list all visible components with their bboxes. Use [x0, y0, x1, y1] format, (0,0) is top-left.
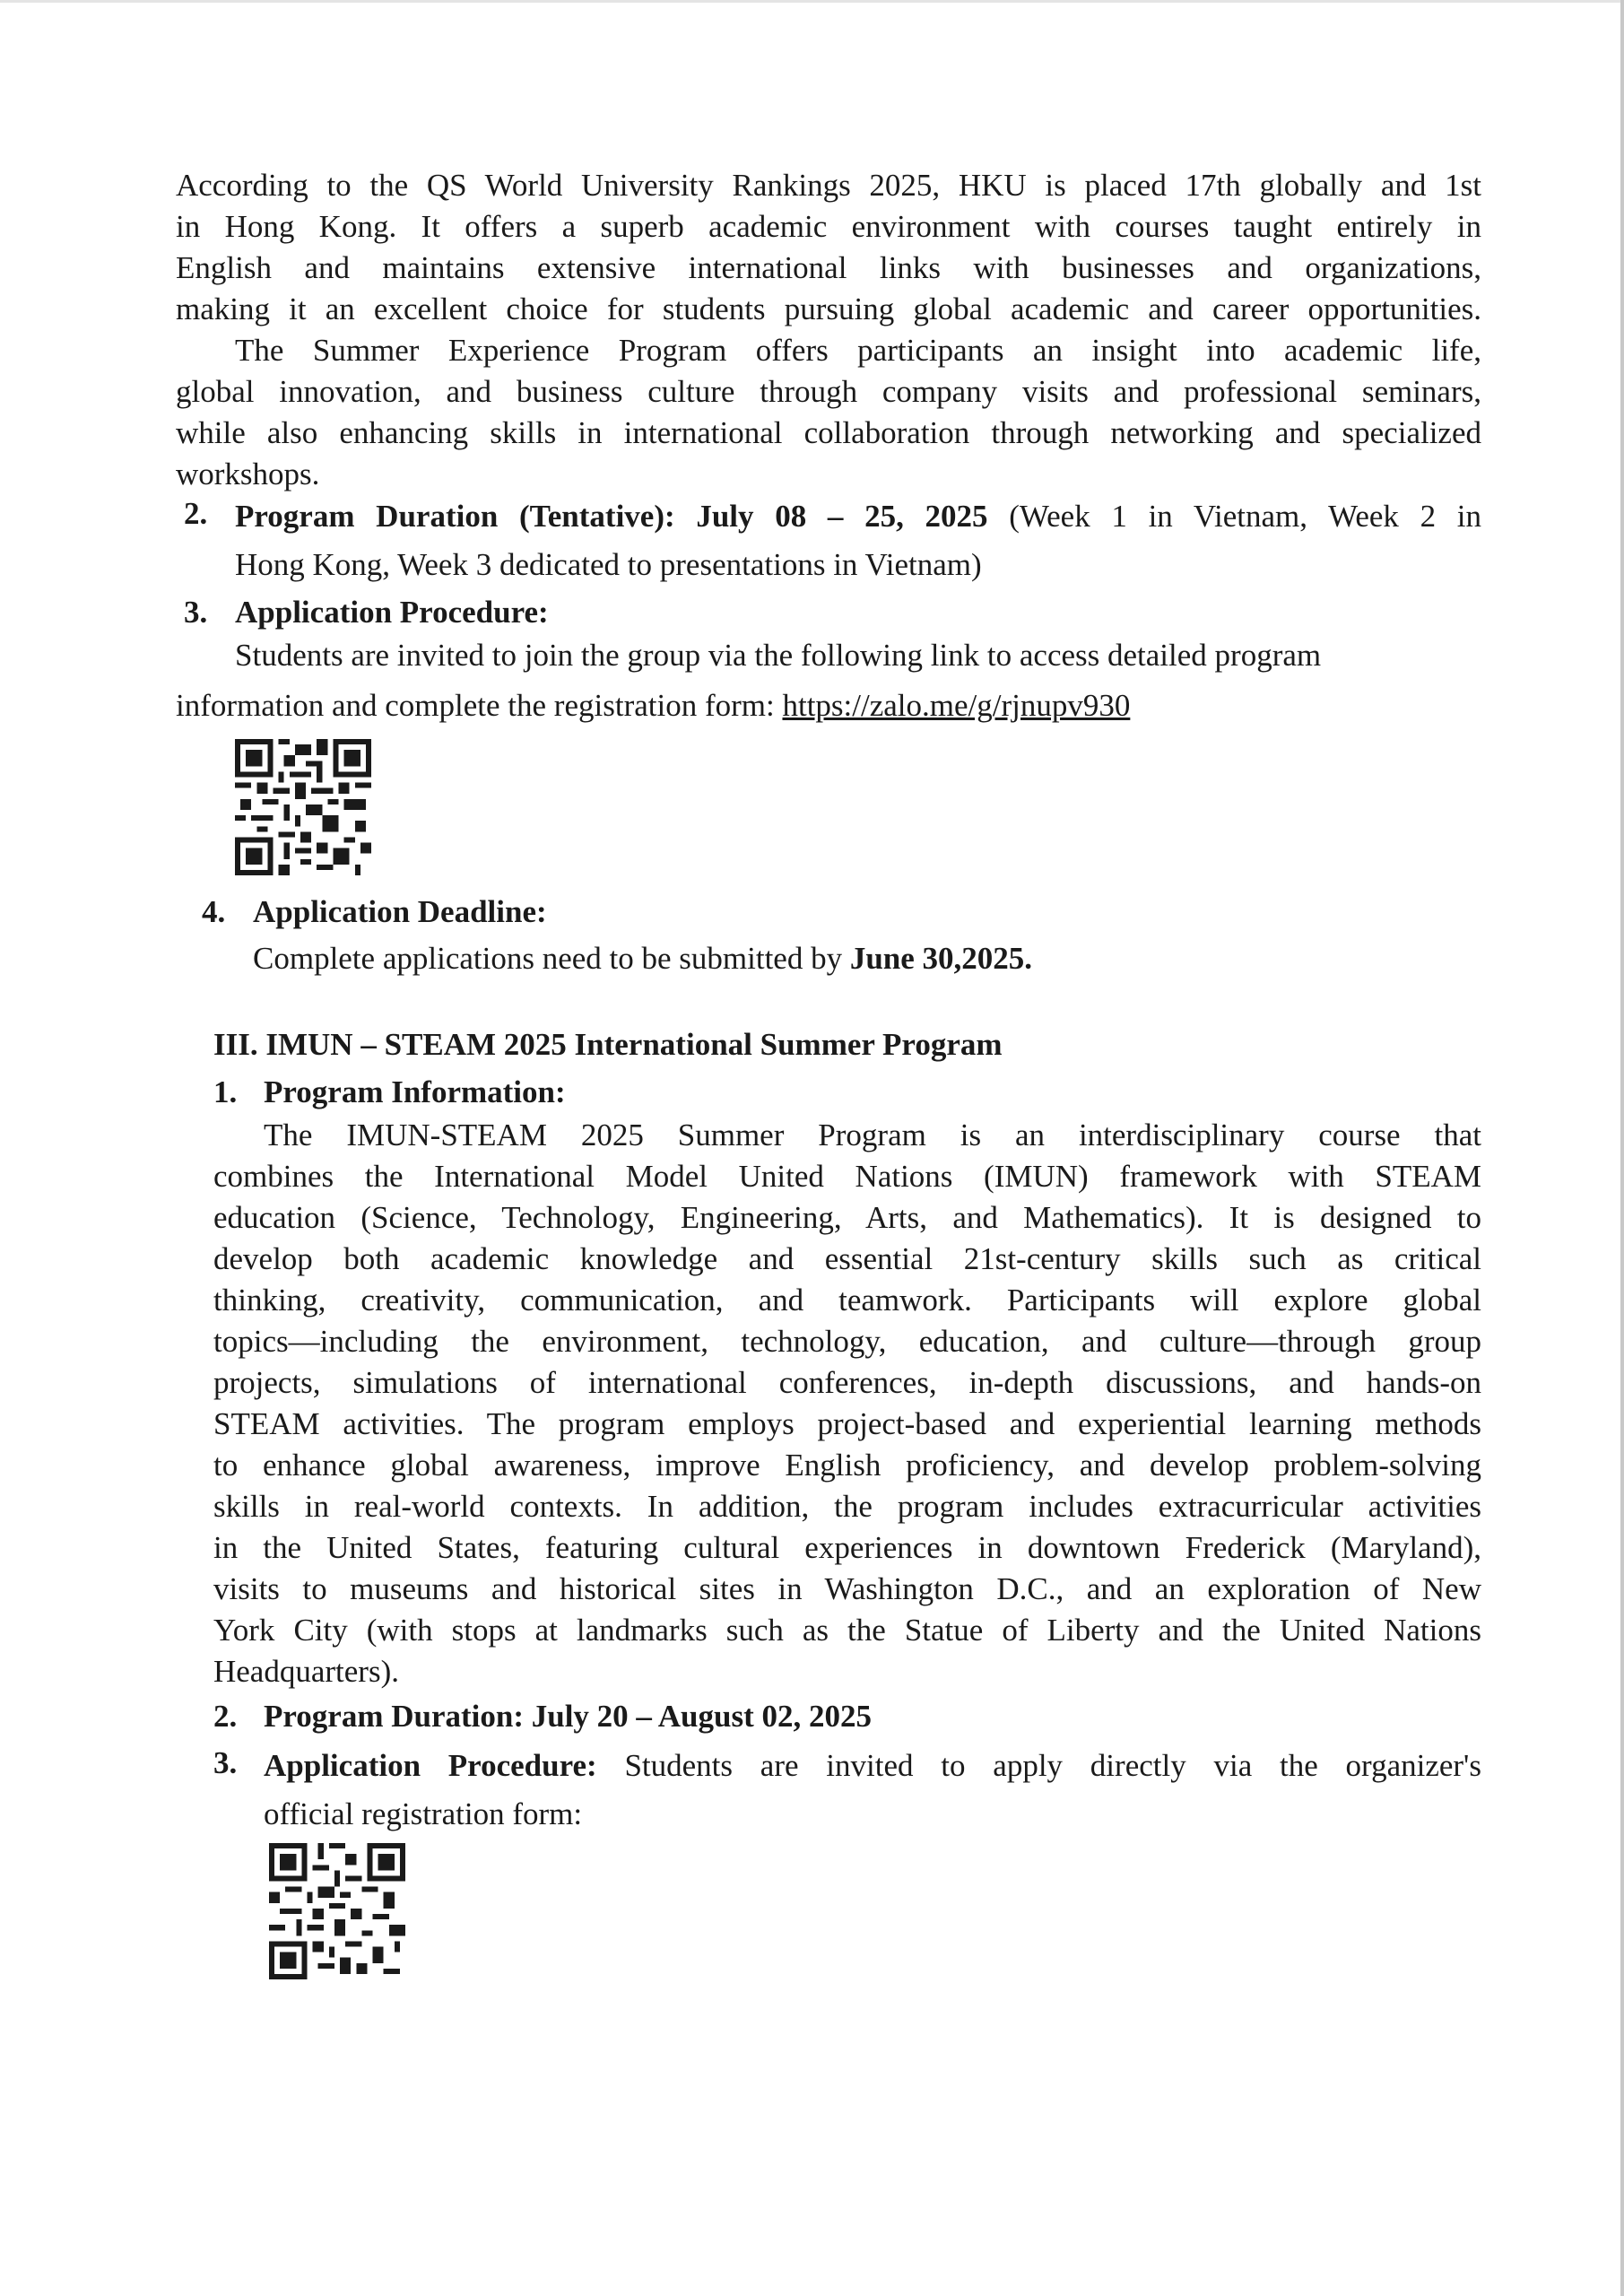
imun-application-line — [264, 1745, 1481, 1787]
hku-program-paragraph — [176, 330, 1481, 495]
paragraph-line: York City (with stops at landmarks such as the Statue of Liberty and the United Nations — [213, 1613, 1481, 1648]
paragraph-line: Headquarters). — [213, 1654, 399, 1689]
hku-duration-item — [235, 496, 1481, 586]
paragraph-line: combines the International Model United Nations (IMUN) framework with STEAM — [213, 1159, 1481, 1194]
duration-label: Program Duration (Tentative): July 08 – 25, 2025 — [235, 499, 988, 534]
paragraph-line: According to the QS World University Rankings 2025, HKU is placed 17th globally and 1st — [176, 168, 1481, 203]
program-information-label: Program Information: — [264, 1074, 566, 1109]
imun-program-paragraph — [213, 1115, 1481, 1692]
zalo-group-link[interactable]: https://zalo.me/g/rjnupv930 — [782, 688, 1131, 723]
list-number: 2. — [184, 496, 208, 531]
zalo-qr-code[interactable] — [235, 739, 371, 875]
deadline-text: Complete applications need to be submitted by — [253, 941, 850, 976]
paragraph-line: thinking, creativity, communication, and teamwork. Participants will explore global — [213, 1283, 1481, 1318]
application-deadline-text — [253, 938, 1481, 979]
paragraph-line: workshops. — [176, 457, 320, 491]
paragraph-line: to enhance global awareness, improve English proficiency, and develop problem-solving — [213, 1448, 1481, 1483]
paragraph-line: in the United States, featuring cultural experiences in downtown Frederick (Maryland), — [213, 1530, 1481, 1565]
list-number: 4. — [202, 894, 226, 929]
paragraph-line: while also enhancing skills in international collaboration through networking and specialized — [176, 415, 1481, 450]
deadline-line — [253, 938, 1481, 979]
application-text: information and complete the registration form: — [176, 688, 783, 723]
deadline-date: June 30,2025. — [849, 941, 1033, 976]
application-line: Students are invited to join the group via the following link to access detailed program — [235, 638, 1322, 673]
paragraph-line: making it an excellent choice for students pursuing global academic and career opportunities. — [176, 291, 1481, 326]
paragraph-line: The IMUN-STEAM 2025 Summer Program is an interdisciplinary course that — [264, 1118, 1481, 1152]
page-top-edge — [0, 0, 1624, 3]
paragraph-line: visits to museums and historical sites in Washington D.C., and an exploration of New — [213, 1571, 1481, 1606]
list-number: 3. — [184, 595, 208, 630]
duration-line: Hong Kong, Week 3 dedicated to presentations in Vietnam) — [235, 547, 982, 582]
hku-application-text — [176, 635, 1481, 726]
paragraph-line: The Summer Experience Program offers participants an insight into academic life, — [235, 333, 1481, 368]
application-line — [176, 685, 1481, 726]
list-number: 3. — [213, 1745, 238, 1780]
imun-duration-label: Program Duration: July 20 – August 02, 2025 — [264, 1699, 872, 1734]
section-heading: III. IMUN – STEAM 2025 International Summer Program — [213, 1027, 1003, 1062]
imun-application-line: official registration form: — [264, 1796, 583, 1831]
application-procedure-label: Application Procedure: — [235, 595, 549, 630]
imun-registration-qr-code[interactable] — [269, 1843, 405, 1979]
paragraph-line: topics—including the environment, technology, education, and culture—through group — [213, 1324, 1481, 1359]
page-right-edge — [1620, 0, 1624, 2296]
paragraph-line: education (Science, Technology, Engineering, Arts, and Mathematics). It is designed to — [213, 1200, 1481, 1235]
imun-application-text: Students are invited to apply directly via the organizer's — [596, 1748, 1481, 1783]
paragraph-line: STEAM activities. The program employs project-based and experiential learning methods — [213, 1406, 1481, 1441]
hku-intro-paragraph — [176, 165, 1481, 330]
application-deadline-label: Application Deadline: — [253, 894, 547, 929]
paragraph-line: English and maintains extensive international links with businesses and organizations, — [176, 250, 1481, 285]
imun-application-item — [264, 1745, 1481, 1835]
paragraph-line: develop both academic knowledge and essential 21st-century skills such as critical — [213, 1241, 1481, 1276]
paragraph-line: global innovation, and business culture through company visits and professional seminars, — [176, 374, 1481, 409]
paragraph-line: in Hong Kong. It offers a superb academic environment with courses taught entirely in — [176, 209, 1481, 244]
duration-text: (Week 1 in Vietnam, Week 2 in — [987, 499, 1481, 534]
list-number: 2. — [213, 1699, 238, 1734]
paragraph-line: projects, simulations of international conferences, in-depth discussions, and hands-on — [213, 1365, 1481, 1400]
list-number: 1. — [213, 1074, 238, 1109]
duration-line — [235, 496, 1481, 537]
imun-application-label: Application Procedure: — [264, 1748, 597, 1783]
paragraph-line: skills in real-world contexts. In addition, the program includes extracurricular activities — [213, 1489, 1481, 1524]
